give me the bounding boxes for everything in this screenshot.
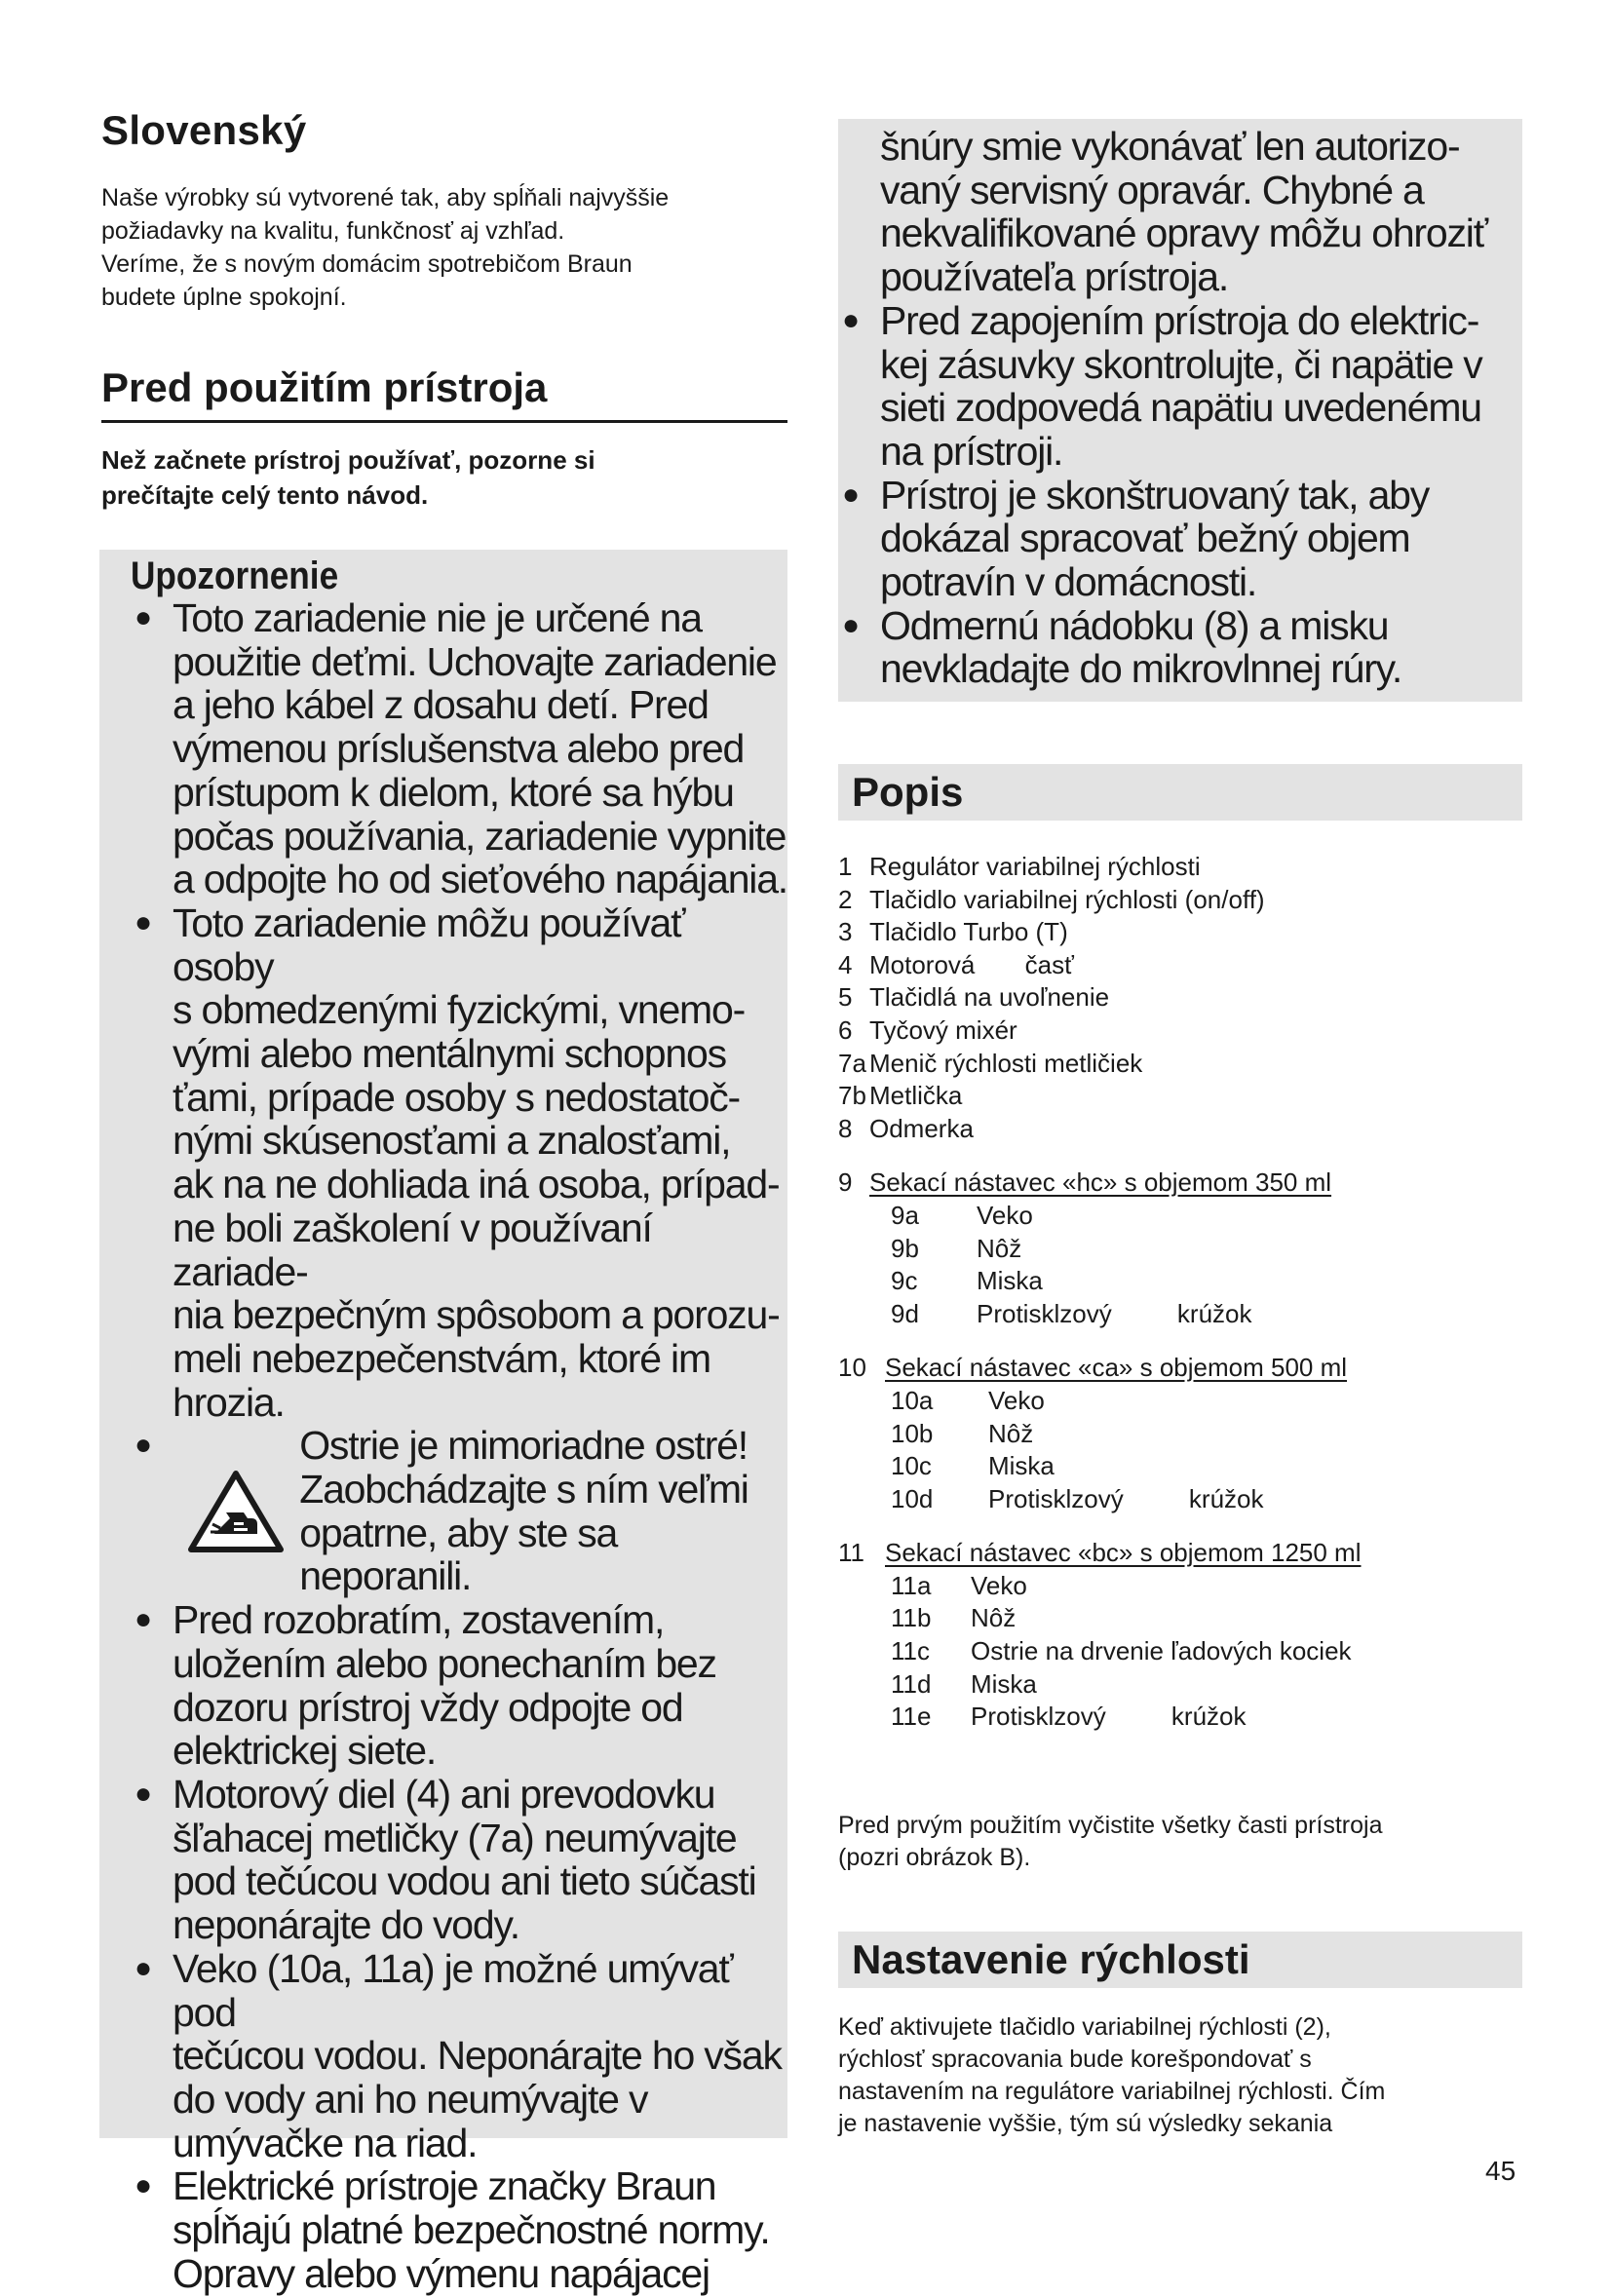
- part-row: [838, 1113, 1522, 1146]
- note-line: Než začnete prístroj používať, pozorne si: [101, 445, 595, 475]
- part-row: [838, 1668, 1522, 1702]
- page-title: Slovenský: [101, 107, 307, 153]
- warning-line: používateľa prístroja.: [880, 254, 1229, 300]
- part-row: [838, 1167, 1522, 1200]
- section-title-speed: Nastavenie rýchlosti: [852, 1936, 1250, 1982]
- warning-line: ak na ne dohliada iná osoba, prípad-: [173, 1162, 780, 1207]
- part-label: Miska: [971, 1668, 1037, 1699]
- intro-line: Naše výrobky sú vytvorené tak, aby spĺňali najvyššie: [101, 184, 670, 211]
- part-label: Miska: [988, 1451, 1055, 1481]
- warning-line: ● Pred zapojením prístroja do elektric-: [880, 297, 1479, 343]
- part-number: 3: [838, 917, 853, 947]
- warning-line: potravín v domácnosti.: [880, 559, 1257, 605]
- warning-line: použitie deťmi. Uchovajte zariadenie: [173, 638, 777, 684]
- part-label: Veko: [971, 1570, 1027, 1600]
- warning-item: [131, 901, 793, 1424]
- bullet: ●: [134, 1429, 151, 1462]
- section-title-before-use: Pred použitím prístroja: [101, 364, 548, 410]
- part-number: 9b: [891, 1233, 919, 1263]
- warning-list: [131, 596, 793, 2295]
- section-bar-speed: [838, 1932, 1522, 1988]
- part-row: [838, 1233, 1522, 1266]
- part-number: 5: [838, 982, 853, 1013]
- warning-line: nekvalifikované opravy môžu ohroziť: [880, 210, 1487, 256]
- part-label: Protisklzový krúžok: [977, 1298, 1252, 1328]
- part-number: 4: [838, 949, 853, 979]
- warning-item: [838, 474, 1520, 604]
- warning-line: a odpojte ho od sieťového napájania.: [173, 857, 787, 902]
- part-number: 11e: [891, 1702, 932, 1732]
- section-bar-popis: [838, 764, 1522, 821]
- part-label: Ostrie na drvenie ľadových kociek: [971, 1636, 1352, 1666]
- part-number: 9c: [891, 1266, 918, 1296]
- warning-line: hrozia.: [173, 1379, 285, 1425]
- warning-line: dozoru prístroj vždy odpojte od: [173, 1684, 683, 1730]
- warning-line: prístupom k dielom, ktoré sa hýbu: [173, 769, 734, 815]
- warning-item: [131, 1773, 793, 1947]
- part-row: [838, 1352, 1522, 1385]
- part-label: Sekací nástavec «ca» s objemom 500 ml: [885, 1353, 1348, 1383]
- intro-line: budete úplne spokojní.: [101, 284, 347, 311]
- page-number: 45: [1485, 2156, 1516, 2186]
- speed-line: rýchlosť spracovania bude korešpondovať s: [838, 2046, 1312, 2073]
- part-number: 10b: [891, 1418, 934, 1448]
- part-row: [838, 1014, 1522, 1048]
- part-number: 6: [838, 1014, 853, 1045]
- warning-item: [838, 299, 1520, 474]
- part-row: [838, 1080, 1522, 1113]
- warning-line: do vody ani ho neumývajte v: [173, 2076, 648, 2122]
- part-number: 9: [838, 1167, 853, 1198]
- warning-line: ● Toto zariadenie môžu používať osoby: [173, 899, 685, 989]
- warning-line: opatrne, aby ste sa neporanili.: [299, 1510, 618, 1599]
- part-label: Sekací nástavec «hc» s objemom 350 ml: [869, 1167, 1332, 1198]
- part-number: 7b: [838, 1081, 866, 1111]
- part-number: 11a: [891, 1570, 932, 1600]
- warning-line: nia bezpečným spôsobom a porozu-: [173, 1292, 780, 1338]
- warning-box: [99, 550, 787, 2296]
- warning-line: Zaobchádzajte s ním veľmi: [299, 1467, 748, 1512]
- note-line: (pozri obrázok B).: [838, 1844, 1031, 1871]
- warning-line: sieti zodpovedá napätiu uvedenému: [880, 385, 1481, 431]
- speed-text: [838, 2011, 1522, 2140]
- warning-box-continued: [838, 119, 1522, 702]
- part-row: [838, 949, 1522, 982]
- part-label: Protisklzový krúžok: [988, 1483, 1264, 1513]
- warning-item: [131, 1598, 793, 1773]
- parts-list: [838, 851, 1522, 1734]
- warning-line: uložením alebo ponechaním bez: [173, 1640, 716, 1686]
- speed-line: Keď aktivujete tlačidlo variabilnej rýchlosti (2),: [838, 2013, 1331, 2041]
- part-row: [838, 1418, 1522, 1451]
- part-label: Metlička: [869, 1081, 963, 1111]
- warning-line: šnúry smie vykonávať len autorizo-: [880, 124, 1460, 169]
- warning-line: tečúcou vodou. Neponárajte ho však: [173, 2033, 782, 2079]
- intro-text: [101, 181, 803, 314]
- warning-line: s obmedzenými fyzickými, vnemo-: [173, 987, 746, 1033]
- part-number: 11b: [891, 1603, 932, 1633]
- part-number: 10a: [891, 1385, 934, 1415]
- warning-line: vaný servisný opravár. Chybné a: [880, 167, 1424, 212]
- warning-line: meli nebezpečenstvám, ktoré im: [173, 1335, 710, 1381]
- warning-line: ťami, prípade osoby s nedostatoč-: [173, 1074, 741, 1120]
- warning-line: nevkladajte do mikrovlnnej rúry.: [880, 646, 1402, 692]
- part-label: Odmerka: [869, 1113, 974, 1143]
- part-number: 11c: [891, 1636, 930, 1666]
- part-label: Veko: [977, 1200, 1033, 1230]
- warning-line: ● Motorový diel (4) ani prevodovku: [173, 1771, 715, 1817]
- part-row: [838, 1570, 1522, 1603]
- part-label: Menič rýchlosti metličiek: [869, 1048, 1143, 1078]
- warning-line: na prístroji.: [880, 428, 1063, 474]
- part-number: 2: [838, 884, 853, 914]
- part-label: Tlačidlá na uvoľnenie: [869, 982, 1110, 1013]
- cutting-hand-warning-icon: [173, 1424, 300, 1598]
- warning-line: ● Odmernú nádobku (8) a misku: [880, 602, 1389, 648]
- note-line: prečítajte celý tento návod.: [101, 480, 429, 510]
- warning-line: spĺňajú platné bezpečnostné normy.: [173, 2207, 770, 2253]
- part-row: [838, 1048, 1522, 1081]
- part-number: 9a: [891, 1200, 919, 1230]
- part-row: [838, 1483, 1522, 1516]
- warning-line: elektrickej siete.: [173, 1728, 437, 1774]
- part-number: 10d: [891, 1483, 934, 1513]
- note-line: Pred prvým použitím vyčistite všetky časti prístroja: [838, 1812, 1383, 1839]
- warning-line: výmenou príslušenstva alebo pred: [173, 726, 745, 772]
- warning-item: [838, 604, 1520, 691]
- section-title-popis: Popis: [852, 769, 964, 815]
- warning-item: [131, 596, 793, 901]
- part-row: [838, 851, 1522, 884]
- part-label: Tlačidlo Turbo (T): [869, 917, 1068, 947]
- speed-line: je nastavenie vyššie, tým sú výsledky sekania: [838, 2110, 1333, 2137]
- part-number: 11: [838, 1538, 864, 1568]
- warning-line: ne boli zaškolení v používaní zariade-: [173, 1205, 652, 1294]
- warning-line: vými alebo mentálnymi schopnos: [173, 1031, 726, 1077]
- part-row: [838, 1385, 1522, 1418]
- warning-line: umývačke na riad.: [173, 2120, 478, 2165]
- warning-line: a jeho kábel z dosahu detí. Pred: [173, 682, 709, 728]
- warning-line: kej zásuvky skontrolujte, či napätie v: [880, 341, 1482, 387]
- warning-line: počas používania, zariadenie vypnite: [173, 813, 787, 859]
- part-label: Nôž: [977, 1233, 1022, 1263]
- warning-item: [131, 2164, 793, 2295]
- part-number: 10c: [891, 1451, 932, 1481]
- part-row: [838, 1602, 1522, 1635]
- warning-line: ● Toto zariadenie nie je určené na: [173, 595, 702, 640]
- part-row: [838, 1265, 1522, 1298]
- warning-line: Ostrie je mimoriadne ostré!: [299, 1423, 748, 1469]
- part-row: [838, 884, 1522, 917]
- part-label: Sekací nástavec «bc» s objemom 1250 ml: [885, 1538, 1362, 1568]
- warning-line: šľahacej metličky (7a) neumývajte: [173, 1815, 737, 1860]
- part-number: 11d: [891, 1668, 932, 1699]
- part-number: 1: [838, 852, 853, 881]
- part-label: Miska: [977, 1266, 1043, 1296]
- part-row: [838, 1701, 1522, 1734]
- warning-line: neponárajte do vody.: [173, 1902, 519, 1948]
- warning-line: ● Veko (10a, 11a) je možné umývať pod: [173, 1945, 733, 2035]
- warning-line: Opravy alebo výmenu napájacej: [173, 2250, 710, 2296]
- part-row: [838, 981, 1522, 1014]
- part-row: [838, 1537, 1522, 1570]
- speed-line: nastavením na regulátore variabilnej rýchlosti. Čím: [838, 2078, 1386, 2105]
- part-label: Nôž: [971, 1603, 1017, 1633]
- warning-line: dokázal spracovať bežný objem: [880, 516, 1410, 561]
- part-label: Regulátor variabilnej rýchlosti: [869, 852, 1201, 881]
- warning-title: Upozornenie: [131, 555, 339, 597]
- warning-item: [131, 1424, 793, 1598]
- part-label: Veko: [988, 1385, 1045, 1415]
- part-label: Tlačidlo variabilnej rýchlosti (on/off): [869, 884, 1265, 914]
- warning-item: [131, 1947, 793, 2165]
- part-label: Protisklzový krúžok: [971, 1702, 1247, 1732]
- part-label: Tyčový mixér: [869, 1014, 1017, 1045]
- section-divider: [101, 420, 787, 423]
- warning-line: nými skúsenosťami a znalosťami,: [173, 1118, 731, 1164]
- warning-line: ● Pred rozobratím, zostavením,: [173, 1597, 665, 1643]
- warning-list-continued: [838, 299, 1520, 691]
- part-label: Motorová časť: [869, 949, 1074, 979]
- part-row: [838, 1450, 1522, 1483]
- warning-line: ● Prístroj je skonštruovaný tak, aby: [880, 472, 1430, 517]
- warning-line: pod tečúcou vodou ani tieto súčasti: [173, 1858, 756, 1904]
- part-row: [838, 916, 1522, 949]
- part-label: Nôž: [988, 1418, 1034, 1448]
- before-use-note: [101, 442, 787, 513]
- first-use-note: [838, 1810, 1522, 1874]
- part-row: [838, 1200, 1522, 1233]
- part-number: 9d: [891, 1298, 919, 1328]
- part-row: [838, 1298, 1522, 1331]
- part-row: [838, 1635, 1522, 1668]
- intro-line: Veríme, že s novým domácim spotrebičom Braun: [101, 250, 633, 278]
- part-number: 7a: [838, 1048, 866, 1078]
- warning-line: ● Elektrické prístroje značky Braun: [173, 2163, 716, 2209]
- part-number: 10: [838, 1353, 866, 1383]
- part-number: 8: [838, 1113, 853, 1143]
- intro-line: požiadavky na kvalitu, funkčnosť aj vzhľad.: [101, 217, 565, 245]
